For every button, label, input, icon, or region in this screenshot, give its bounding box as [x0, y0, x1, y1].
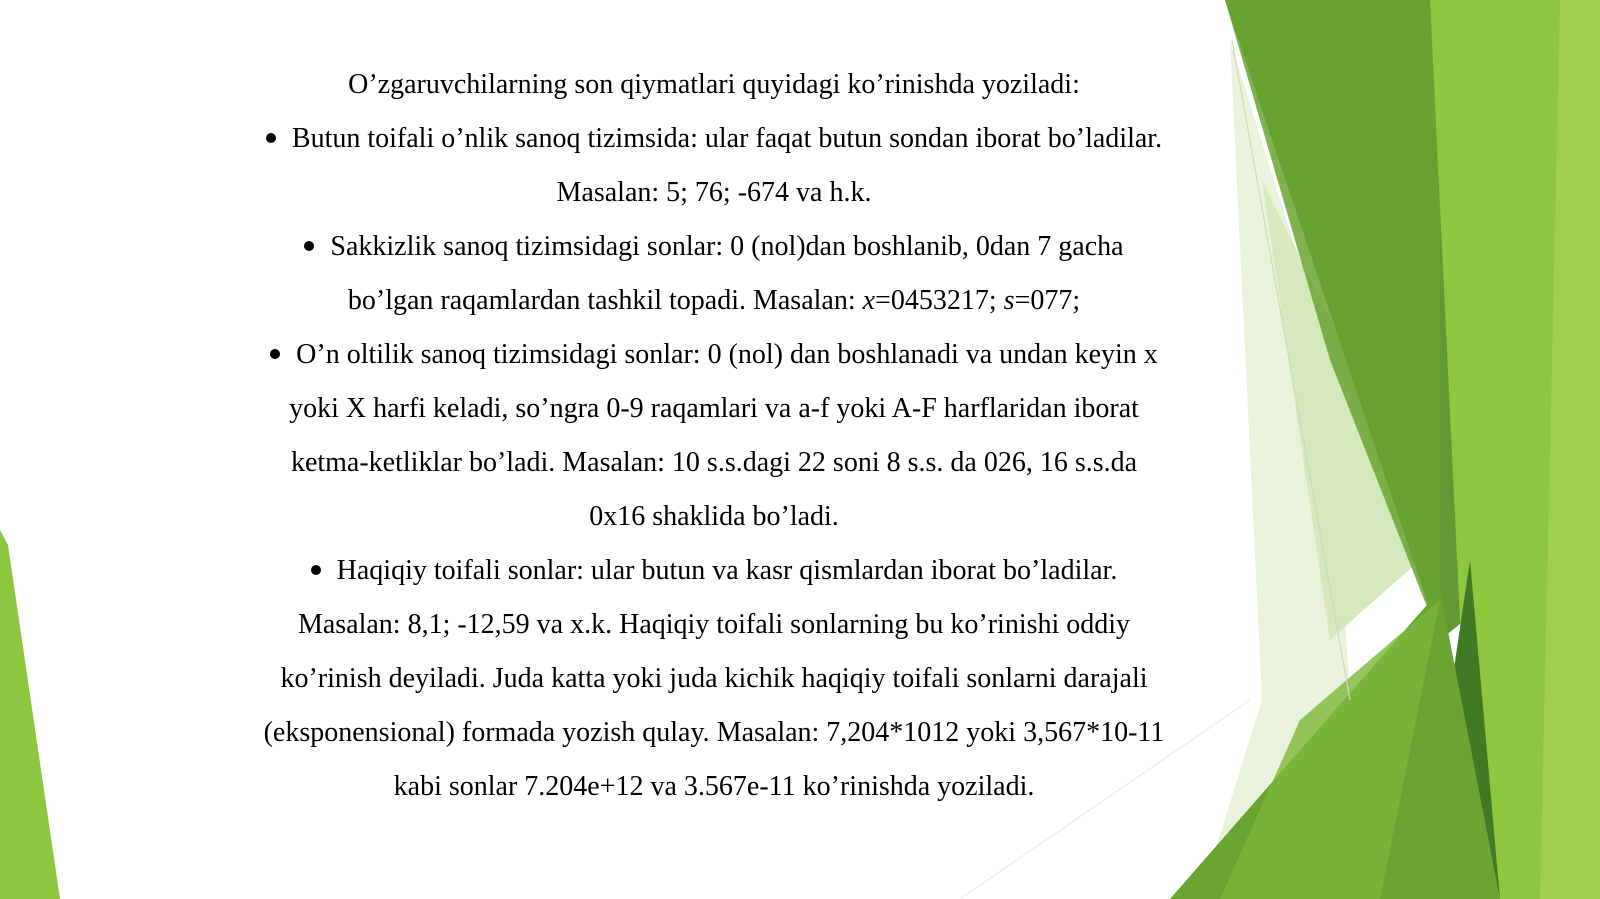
bullet-icon: [304, 241, 314, 251]
value-x: =0453217;: [875, 285, 1004, 316]
bullet-icon: [270, 349, 280, 359]
bullet-icon: [311, 565, 321, 575]
bullet-item-real: [260, 544, 1168, 814]
bullet-text: O’n oltilik sanoq tizimsidagi sonlar: 0 (nol) dan boshlanadi va undan keyin x yoki X harfi keladi, so’ngra 0-9 raqamlari va a-f yoki A-F harflaridan iborat ketma-ketliklar bo’ladi. Masalan: 10 s.s.dagi 22 soni 8 s.s. da 026, 16 s.s.da 0x16 shaklida bo’ladi.: [289, 339, 1158, 532]
bullet-text: Sakkizlik sanoq tizimsidagi sonlar: 0 (nol)dan boshlanib, 0dan 7 gacha bo’lgan raqamlardan tashkil topadi. Masalan:: [330, 231, 1124, 316]
variable-s: s: [1003, 285, 1015, 316]
intro-text: O’zgaruvchilarning son qiymatlari quyidagi ko’rinishda yoziladi:: [348, 69, 1080, 100]
bullet-icon: [266, 133, 276, 143]
bullet-item-decimal: [260, 112, 1168, 220]
bullet-item-octal: [260, 220, 1168, 328]
slide-body: [260, 58, 1168, 814]
variable-x: x: [862, 285, 876, 316]
left-green-sliver: [0, 530, 60, 899]
value-s: =077;: [1014, 285, 1081, 316]
bullet-text: Haqiqiy toifali sonlar: ular butun va kasr qismlardan iborat bo’ladilar. Masalan: 8,1; -12,59 va x.k. Haqiqiy toifali sonlarning bu ko’rinishi oddiy ko’rinish deyiladi. Juda katta yoki juda kichik haqiqiy toifali sonlarni darajali (eksponensional) formada yozish qulay. Masalan: 7,204*1012 yoki 3,567*10-11 kabi sonlar 7.204e+12 va 3.567e-11 ko’rinishda yoziladi.: [263, 555, 1165, 802]
bullet-text: Butun toifali o’nlik sanoq tizimsida: ular faqat butun sondan iborat bo’ladilar. Masalan: 5; 76; -674 va h.k.: [291, 123, 1163, 208]
bullet-item-hex: [260, 328, 1168, 544]
